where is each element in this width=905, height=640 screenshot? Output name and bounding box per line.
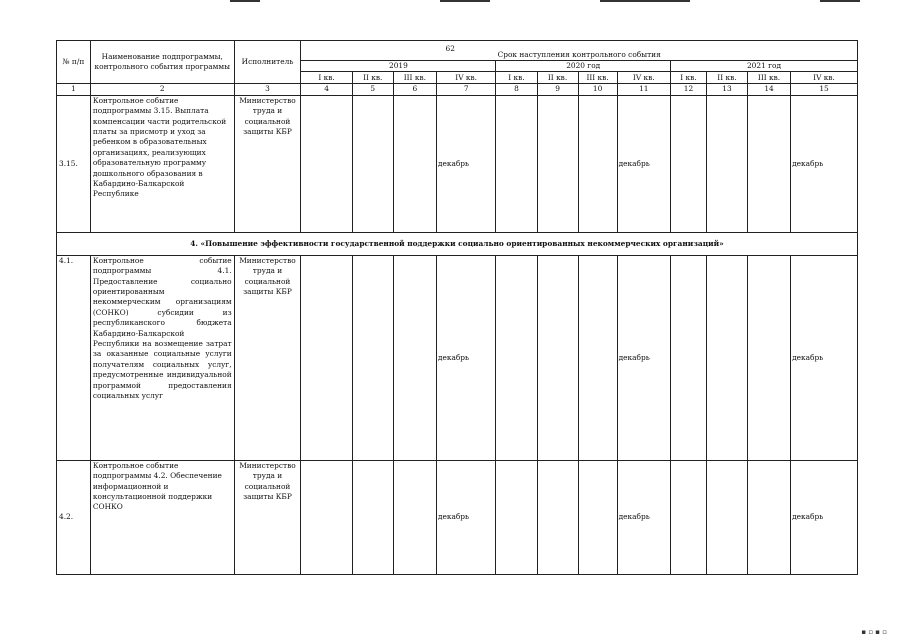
- quarter-cell: декабрь: [436, 255, 496, 460]
- quarter-cell: [578, 460, 617, 574]
- year-header: 2020 год: [496, 61, 671, 72]
- quarter-cell: [301, 460, 352, 574]
- column-number: 8: [496, 84, 537, 95]
- quarter-header: IV кв.: [436, 72, 496, 84]
- scan-edge-line: [440, 0, 490, 2]
- quarter-header: IV кв.: [791, 72, 858, 84]
- row-number: 4.1.: [57, 255, 91, 460]
- executor: Министерство труда и социальной защиты КБР: [234, 95, 301, 232]
- row-number: 3.15.: [57, 95, 91, 232]
- column-number: 14: [747, 84, 790, 95]
- num-column-header: № п/п: [57, 41, 91, 84]
- quarter-header: I кв.: [670, 72, 706, 84]
- quarter-cell: [670, 460, 706, 574]
- quarter-cell: [496, 255, 537, 460]
- name-column-header: Наименование подпрограммы, контрольного события программы: [90, 41, 234, 84]
- quarter-cell: [706, 460, 747, 574]
- executor: Министерство труда и социальной защиты КБР: [234, 460, 301, 574]
- row-number: 4.2.: [57, 460, 91, 574]
- quarter-cell: [537, 460, 578, 574]
- event-name: Контрольное событие подпрограммы 4.1. Предоставление социально ориентированным некоммерческим организациям (СОНКО) субсидии из республиканского бюджета Кабардино-Балкарской Республики на возмещение затрат за оказанные социальные услуги получателям социальных услуг, предусмотренные индивидуальной программой предоставления социальных услуг: [90, 255, 234, 460]
- page-number: 62: [445, 43, 455, 53]
- quarter-cell: декабрь: [791, 460, 858, 574]
- quarter-cell: декабрь: [791, 95, 858, 232]
- quarter-cell: [352, 95, 393, 232]
- column-number: 2: [90, 84, 234, 95]
- quarter-cell: [352, 460, 393, 574]
- column-number: 12: [670, 84, 706, 95]
- quarter-cell: [393, 95, 436, 232]
- quarter-cell: декабрь: [617, 255, 670, 460]
- quarter-cell: [706, 255, 747, 460]
- quarter-cell: декабрь: [436, 95, 496, 232]
- quarter-cell: [393, 460, 436, 574]
- quarter-cell: [393, 255, 436, 460]
- scan-edge-line: [820, 0, 860, 2]
- quarter-header: III кв.: [393, 72, 436, 84]
- quarter-cell: [496, 95, 537, 232]
- scan-stamp: ▪ ▫ ▪ ▫: [861, 628, 887, 636]
- column-number: 13: [706, 84, 747, 95]
- executor-column-header: Исполнитель: [234, 41, 301, 84]
- quarter-header: III кв.: [747, 72, 790, 84]
- column-number: 10: [578, 84, 617, 95]
- event-name: Контрольное событие подпрограммы 3.15. Выплата компенсации части родительской платы за присмотр и уход за ребенком в образовательных организациях, реализующих образовательную программу дошкольного образования в Кабардино-Балкарской Республике: [90, 95, 234, 232]
- period-header: [301, 41, 858, 61]
- quarter-cell: [747, 460, 790, 574]
- event-name: Контрольное событие подпрограммы 4.2. Обеспечение информационной и консультационной поддержки СОНКО: [90, 460, 234, 574]
- quarter-cell: [537, 255, 578, 460]
- quarter-cell: [578, 255, 617, 460]
- column-number: 4: [301, 84, 352, 95]
- quarter-cell: декабрь: [436, 460, 496, 574]
- period-title: Срок наступления контрольного события: [497, 49, 661, 59]
- column-number: 7: [436, 84, 496, 95]
- scan-edge-line: [230, 0, 260, 2]
- quarter-header: I кв.: [301, 72, 352, 84]
- quarter-cell: [352, 255, 393, 460]
- column-number: 11: [617, 84, 670, 95]
- quarter-cell: [301, 255, 352, 460]
- control-events-table: [56, 40, 858, 575]
- quarter-cell: декабрь: [617, 460, 670, 574]
- column-number: 3: [234, 84, 301, 95]
- quarter-cell: [706, 95, 747, 232]
- column-number: 15: [791, 84, 858, 95]
- year-header: 2021 год: [670, 61, 857, 72]
- quarter-cell: [670, 255, 706, 460]
- quarter-cell: [578, 95, 617, 232]
- quarter-header: IV кв.: [617, 72, 670, 84]
- quarter-cell: [747, 255, 790, 460]
- quarter-cell: [301, 95, 352, 232]
- column-number: 5: [352, 84, 393, 95]
- column-number: 9: [537, 84, 578, 95]
- quarter-header: II кв.: [352, 72, 393, 84]
- scan-edge-line: [600, 0, 690, 2]
- quarter-cell: декабрь: [617, 95, 670, 232]
- year-header: 2019: [301, 61, 496, 72]
- quarter-cell: [670, 95, 706, 232]
- quarter-header: I кв.: [496, 72, 537, 84]
- executor: Министерство труда и социальной защиты КБР: [234, 255, 301, 460]
- quarter-header: II кв.: [706, 72, 747, 84]
- quarter-header: II кв.: [537, 72, 578, 84]
- column-number: 6: [393, 84, 436, 95]
- quarter-cell: [496, 460, 537, 574]
- quarter-cell: [537, 95, 578, 232]
- section-title: 4. «Повышение эффективности государственной поддержки социально ориентированных некоммерческих организаций»: [57, 232, 858, 255]
- quarter-cell: декабрь: [791, 255, 858, 460]
- quarter-header: III кв.: [578, 72, 617, 84]
- column-number: 1: [57, 84, 91, 95]
- quarter-cell: [747, 95, 790, 232]
